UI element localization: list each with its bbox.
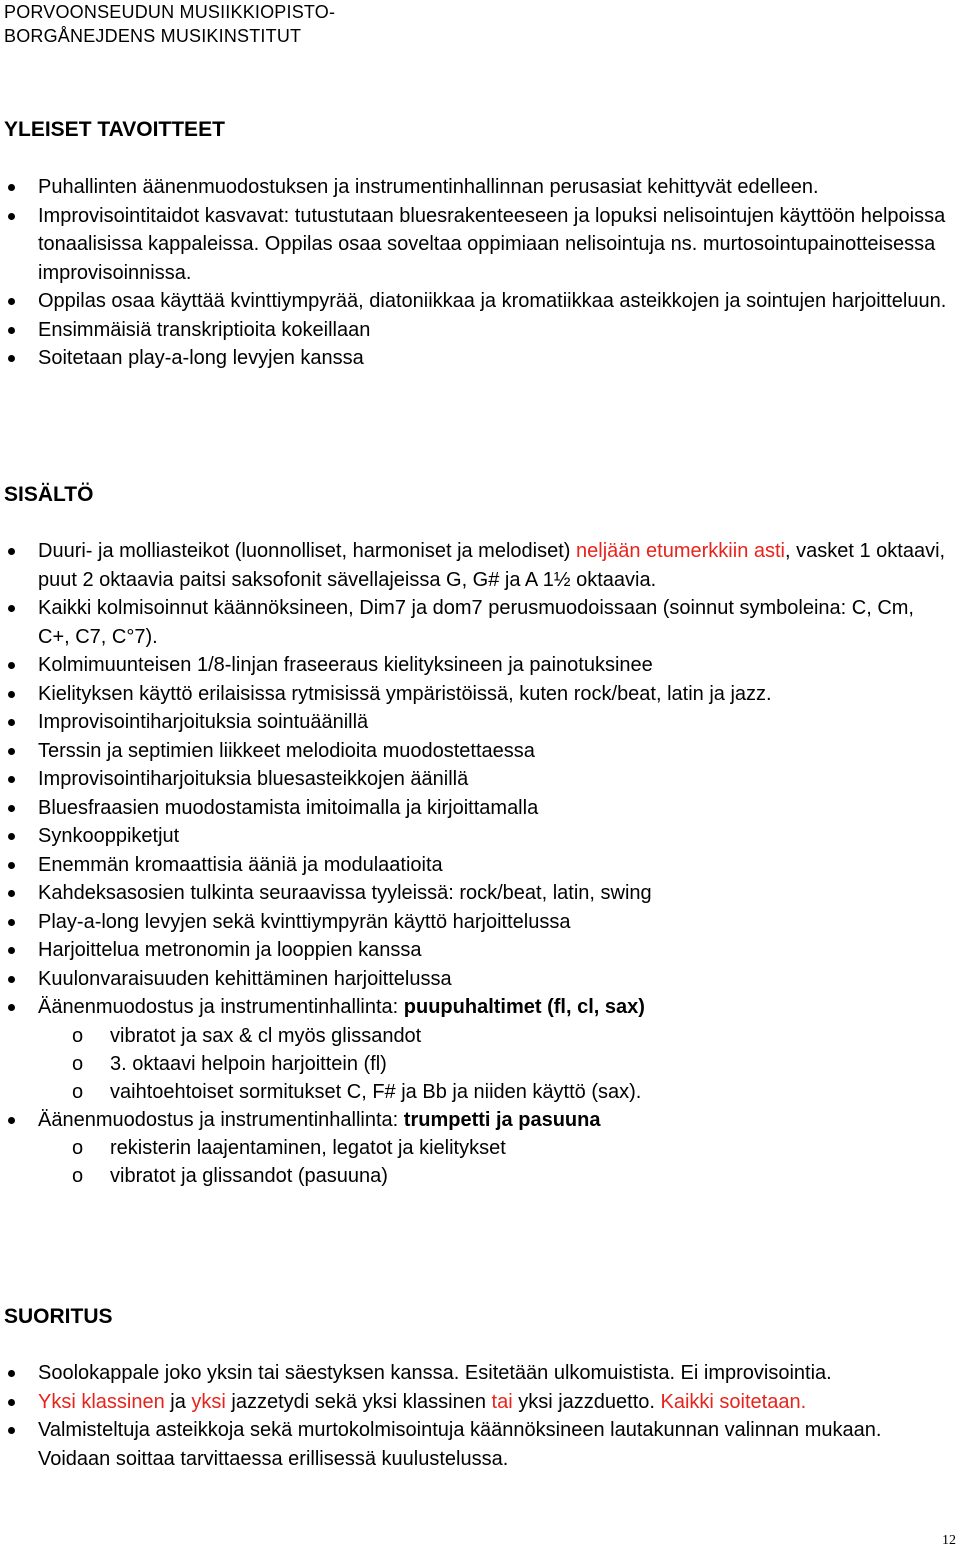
list-item: Kolmimuunteisen 1/8-linjan fraseeraus kielityksineen ja painotuksinee — [0, 651, 950, 680]
list-item: Ensimmäisiä transkriptioita kokeillaan — [0, 316, 950, 345]
bullet-icon — [8, 862, 15, 869]
bullet-icon — [8, 548, 15, 555]
bullet-icon — [8, 1370, 15, 1377]
list-item: Oppilas osaa käyttää kvinttiympyrää, diatoniikkaa ja kromatiikkaa asteikkojen ja sointujen harjoitteluun. — [0, 287, 950, 316]
list-item: Soitetaan play-a-long levyjen kanssa — [0, 344, 950, 373]
bullet-icon — [8, 327, 15, 334]
sub-bullet-icon: o — [72, 1024, 84, 1047]
sub-list-item: o vaihtoehtoiset sormitukset C, F# ja Bb ja niiden käyttö (sax). — [38, 1078, 950, 1106]
list-item: Improvisointiharjoituksia sointuäänillä — [0, 708, 950, 737]
list-item: Yksi klassinen ja yksi jazzetydi sekä yksi klassinen tai yksi jazzduetto. Kaikki soitetaan. — [0, 1388, 950, 1417]
bullet-icon — [8, 605, 15, 612]
goals-heading: YLEISET TAVOITTEET — [4, 118, 225, 141]
sub-list-item: o vibratot ja glissandot (pasuuna) — [38, 1162, 950, 1190]
list-item: Kielityksen käyttö erilaisissa rytmisissä ympäristöissä, kuten rock/beat, latin ja jazz. — [0, 680, 950, 709]
list-item: Kahdeksasosien tulkinta seuraavissa tyyleissä: rock/beat, latin, swing — [0, 879, 950, 908]
bullet-icon — [8, 355, 15, 362]
list-item: Improvisointitaidot kasvavat: tutustutaan bluesrakenteeseen ja lopuksi nelisointujen käyttöön helpoissa tonaalisissa kappaleissa. Oppilas osaa soveltaa oppimiaan nelisointuja ns. murtosointupainotteisessa improvisoinnissa. — [0, 202, 950, 288]
bullet-icon — [8, 890, 15, 897]
bullet-icon — [8, 1427, 15, 1434]
content-list — [0, 537, 950, 1190]
list-item: Enemmän kromaattisia ääniä ja modulaatioita — [0, 851, 950, 880]
list-item: Puhallinten äänenmuodostuksen ja instrumentinhallinnan perusasiat kehittyvät edelleen. — [0, 173, 950, 202]
bullet-icon — [8, 213, 15, 220]
institution-header — [4, 0, 335, 48]
institution-name-line1: PORVOONSEUDUN MUSIIKKIOPISTO- — [4, 2, 336, 22]
list-item: Improvisointiharjoituksia bluesasteikkojen äänillä — [0, 765, 950, 794]
list-item: Äänenmuodostus ja instrumentinhallinta: trumpetti ja pasuuna o rekisterin laajentaminen, legatot ja kielitykset o vibratot ja glissandot (pasuuna) — [0, 1106, 950, 1191]
bullet-icon — [8, 1004, 15, 1011]
list-item: Valmisteltuja asteikkoja sekä murtokolmisointuja käännöksineen lautakunnan valinnan mukaan. Voidaan soittaa tarvittaessa erillisessä kuulustelussa. — [0, 1416, 950, 1473]
bullet-icon — [8, 662, 15, 669]
bullet-icon — [8, 691, 15, 698]
performance-heading: SUORITUS — [4, 1305, 113, 1328]
bullet-icon — [8, 1399, 15, 1406]
bullet-icon — [8, 805, 15, 812]
sub-bullet-icon: o — [72, 1165, 84, 1187]
bullet-icon — [8, 833, 15, 840]
bullet-icon — [8, 947, 15, 954]
bullet-icon — [8, 976, 15, 983]
bullet-icon — [8, 298, 15, 305]
bullet-icon — [8, 1117, 15, 1124]
performance-list — [0, 1359, 950, 1473]
institution-name-line2: BORGÅNEJDENS MUSIKINSTITUT — [4, 26, 302, 46]
sub-bullet-icon: o — [72, 1137, 84, 1159]
bullet-icon — [8, 776, 15, 783]
bullet-icon — [8, 719, 15, 726]
sub-bullet-icon: o — [72, 1080, 84, 1103]
list-item: Play-a-long levyjen sekä kvinttiympyrän käyttö harjoittelussa — [0, 908, 950, 937]
bullet-icon — [8, 184, 15, 191]
list-item: Terssin ja septimien liikkeet melodioita muodostettaessa — [0, 737, 950, 766]
list-item: Soolokappale joko yksin tai säestyksen kanssa. Esitetään ulkomuistista. Ei improvisointia. — [0, 1359, 950, 1388]
sub-list-item: o 3. oktaavi helpoin harjoittein (fl) — [38, 1050, 950, 1078]
woodwinds-sublist — [38, 1022, 950, 1106]
highlight-text: neljään etumerkkiin asti — [576, 540, 785, 562]
sub-bullet-icon: o — [72, 1052, 84, 1075]
bullet-icon — [8, 748, 15, 755]
page-number: 12 — [942, 1533, 956, 1548]
sub-list-item: o vibratot ja sax & cl myös glissandot — [38, 1022, 950, 1050]
list-item: Bluesfraasien muodostamista imitoimalla ja kirjoittamalla — [0, 794, 950, 823]
brass-sublist — [38, 1134, 950, 1190]
goals-list — [0, 173, 950, 373]
bullet-icon — [8, 919, 15, 926]
list-item: Synkooppiketjut — [0, 822, 950, 851]
list-item: Duuri- ja molliasteikot (luonnolliset, harmoniset ja melodiset) neljään etumerkkiin asti, vasket 1 oktaavi, puut 2 oktaavia paitsi saksofonit sävellajeissa G, G# ja A 1½ oktaavia. — [0, 537, 950, 594]
list-item: Kaikki kolmisoinnut käännöksineen, Dim7 ja dom7 perusmuodoissaan (soinnut symboleina: C, Cm, C+, C7, C°7). — [0, 594, 950, 651]
list-item: Harjoittelua metronomin ja looppien kanssa — [0, 936, 950, 965]
sub-list-item: o rekisterin laajentaminen, legatot ja kielitykset — [38, 1134, 950, 1162]
list-item: Kuulonvaraisuuden kehittäminen harjoittelussa — [0, 965, 950, 994]
list-item: Äänenmuodostus ja instrumentinhallinta: puupuhaltimet (fl, cl, sax) o vibratot ja sax & cl myös glissandot o 3. oktaavi helpoin harjoittein (fl) o vaihtoehtoiset sormitukset C, F# ja Bb ja niiden käyttö (sax). — [0, 993, 950, 1106]
content-heading: SISÄLTÖ — [4, 483, 94, 506]
